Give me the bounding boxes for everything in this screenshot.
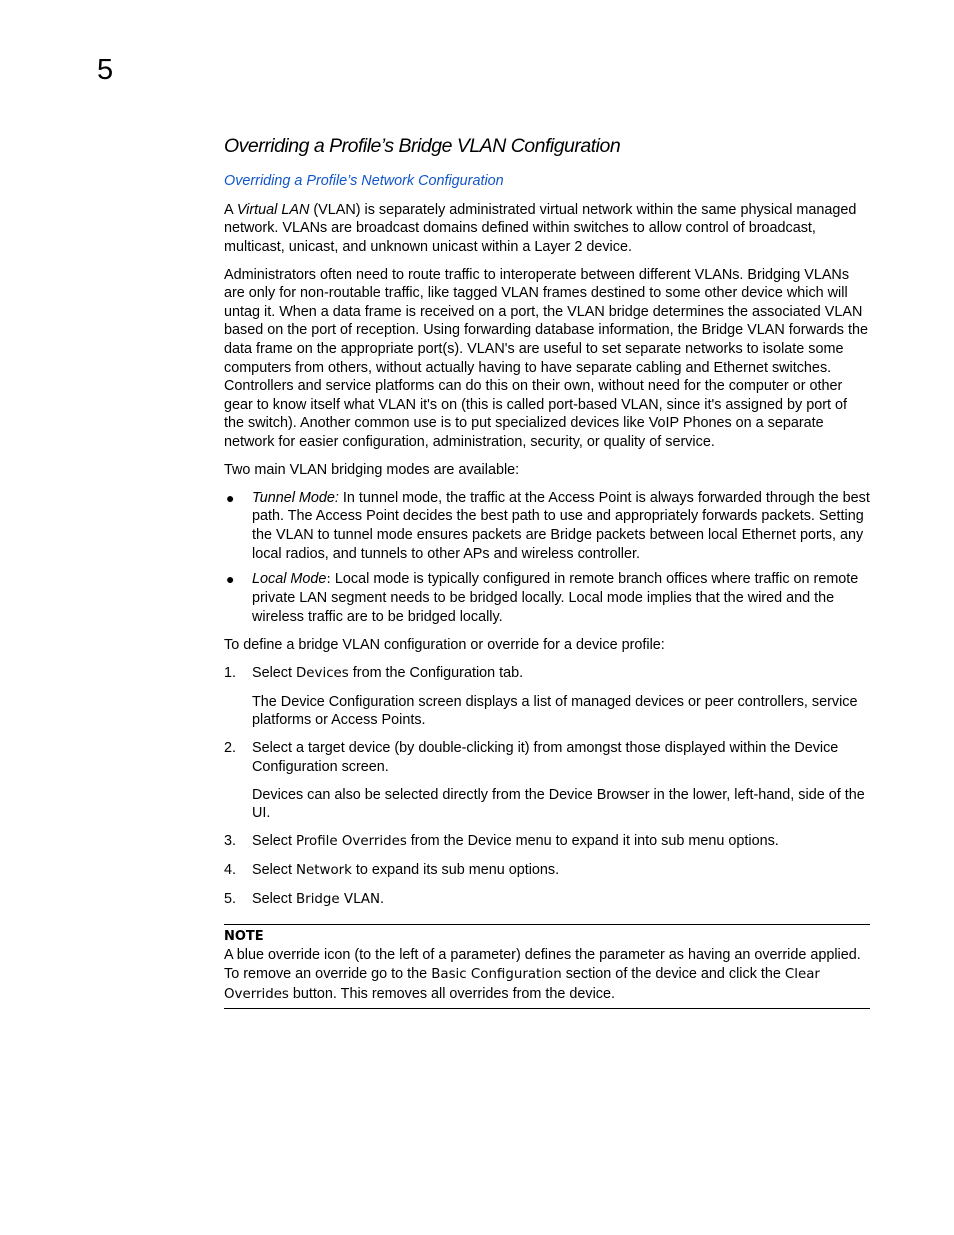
note-text: A blue override icon (to the left of a parameter) defines the parameter as having an override applied. To remove an override go to the Basic Configuration section of the device and click the Clear Overrides button. This removes all overrides from the device. <box>224 947 861 1002</box>
bridging-modes-list <box>224 489 870 627</box>
bullet-icon: ● <box>226 570 235 587</box>
step-2-detail: Devices can also be selected directly from the Device Browser in the lower, left-hand, side of the UI. <box>252 786 865 822</box>
step-5: 5. Select Bridge VLAN. <box>224 890 385 907</box>
intro-paragraph-modes: Two main VLAN bridging modes are available: <box>224 461 520 478</box>
step-1: 1. Select Devices from the Configuration tab. The Device Configuration screen displays a list of managed devices or peer controllers, service platforms or Access Points. <box>224 664 870 730</box>
step-3: 3. Select Profile Overrides from the Device menu to expand it into sub menu options. <box>224 832 779 849</box>
list-item-tunnel-mode: ● Tunnel Mode: In tunnel mode, the traffic at the Access Point is always forwarded through the best path. The Access Point decides the best path to use and appropriately forwards packets. Setting the VLAN to tunnel mode ensures packets are Bridge packets between local Ethernet ports, any local radios, and tunnels to other APs and wireless controller. <box>226 489 870 562</box>
section-title: Overriding a Profile’s Bridge VLAN Configuration <box>224 135 621 157</box>
step-4: 4. Select Network to expand its sub menu options. <box>224 861 560 878</box>
chapter-number: 5 <box>97 54 114 86</box>
intro-paragraph-bridging: Administrators often need to route traffic to interoperate between different VLANs. Bridging VLANs are only for non-routable traffic, like tagged VLAN frames destined to some other device which will untag it. When a data frame is received on a port, the VLAN bridge determines the associated VLAN based on the port of reception. Using forwarding database information, the Bridge VLAN forwards the data frame on the appropriate port(s). VLAN's are useful to set separate networks to isolate some computers from others, without actually having to have separate cabling and Ethernet switches. Controllers and service platforms can do this on their own, without need for the computer or other gear to know itself what VLAN it's on (this is called port-based VLAN, since it's assigned by port of the switch). Another common use is to put specialized devices like VoIP Phones on a separate network for easier configuration, administration, security, or quality of service. <box>224 266 868 451</box>
bullet-icon: ● <box>226 489 235 506</box>
step-1-detail: The Device Configuration screen displays a list of managed devices or peer controllers, service platforms or Access Points. <box>252 693 858 729</box>
note-label: NOTE <box>224 929 264 945</box>
procedure-steps <box>224 664 870 910</box>
list-item-local-mode: ● Local Mode: Local mode is typically configured in remote branch offices where traffic on remote private LAN segment needs to be bridged locally. Local mode implies that the wired and the wireless traffic are to be bridged locally. <box>226 570 859 625</box>
intro-paragraph-vlan: A Virtual LAN (VLAN) is separately administrated virtual network within the same physical managed network. VLANs are broadcast domains defined within switches to allow control of broadcast, multicast, unicast, and unknown unicast within a Layer 2 device. <box>224 201 857 255</box>
procedure-intro: To define a bridge VLAN configuration or override for a device profile: <box>224 636 665 653</box>
note-box <box>224 924 870 1009</box>
network-configuration-link[interactable]: Overriding a Profile’s Network Configuration <box>224 173 504 189</box>
step-2: 2. Select a target device (by double-clicking it) from amongst those displayed within the Device Configuration screen. Devices can also be selected directly from the Device Browser in the lower, left-hand, side of the UI. <box>224 739 870 823</box>
page-content <box>224 130 870 1009</box>
